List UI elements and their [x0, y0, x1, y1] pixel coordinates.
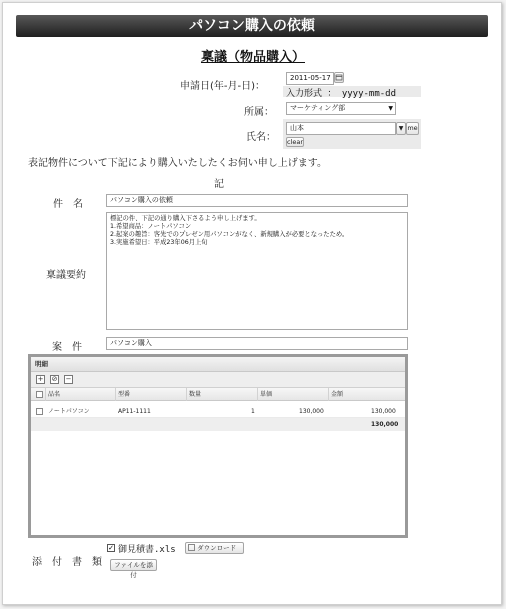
attachment-checkbox[interactable]: ✓ — [108, 544, 114, 552]
item-field[interactable]: パソコン購入 — [106, 337, 408, 350]
grid-title: 明細 — [31, 357, 405, 372]
name-label: 氏名： — [246, 132, 276, 143]
name-field[interactable]: 山本 — [286, 122, 396, 135]
intro-text: 表記物件について下記により購入いたしたくお伺い申し上げます。 — [28, 158, 327, 169]
row-qty: 1 — [251, 408, 255, 415]
row-amount: 130,000 — [371, 408, 396, 415]
table-row[interactable] — [31, 405, 405, 418]
attachment-file-name[interactable]: 御見積書.xls — [118, 545, 176, 555]
total-amount: 130,000 — [371, 421, 399, 428]
total-row — [31, 418, 405, 431]
copy-row-icon[interactable]: ⊘ — [51, 375, 58, 383]
attachments-label: 添 付 書 類 — [32, 557, 102, 568]
download-icon — [188, 544, 195, 551]
subject-label: 件 名 — [53, 199, 83, 210]
col-amount: 金額 — [331, 391, 344, 398]
col-name: 品名 — [48, 391, 61, 398]
col-price: 単価 — [260, 391, 273, 398]
chevron-down-icon: ▼ — [398, 125, 404, 132]
grid-toolbar — [31, 372, 405, 388]
row-checkbox[interactable] — [36, 408, 43, 415]
remove-row-icon[interactable]: − — [65, 375, 72, 383]
add-row-icon[interactable]: + — [37, 375, 44, 383]
summary-label: 稟議要約 — [46, 270, 86, 281]
grid-header — [31, 388, 405, 401]
date-field[interactable]: 2011-05-17 — [286, 72, 334, 85]
subject-field[interactable]: パソコン購入の依頼 — [106, 194, 408, 207]
me-button[interactable]: me — [406, 122, 419, 135]
row-price: 130,000 — [299, 408, 324, 415]
col-qty: 数量 — [189, 391, 202, 398]
ki-label: 記 — [214, 179, 224, 190]
attach-file-button[interactable]: ファイルを添付 — [110, 559, 157, 571]
download-button[interactable]: ダウンロード — [185, 542, 244, 554]
calendar-icon[interactable] — [334, 72, 344, 83]
form-heading: 稟議（物品購入） — [200, 50, 305, 65]
item-label: 案 件 — [52, 342, 82, 353]
dept-select[interactable]: マーケティング部 ▼ — [286, 102, 396, 115]
row-name: ノートパソコン — [48, 408, 90, 415]
summary-textarea[interactable] — [106, 212, 408, 330]
detail-grid — [28, 354, 408, 538]
clear-button[interactable]: clear — [287, 138, 304, 146]
name-dropdown-button[interactable] — [396, 122, 406, 135]
page-title: パソコン購入の依頼 — [16, 15, 488, 37]
col-model: 型番 — [118, 391, 131, 398]
select-all-checkbox[interactable] — [36, 391, 43, 398]
date-label: 申請日(年-月-日)： — [180, 81, 266, 92]
row-model: AP11-1111 — [118, 408, 151, 415]
dept-label: 所属： — [244, 107, 274, 118]
chevron-down-icon: ▼ — [388, 105, 393, 112]
date-format-hint: 入力形式 ： yyyy-mm-dd — [286, 89, 397, 99]
